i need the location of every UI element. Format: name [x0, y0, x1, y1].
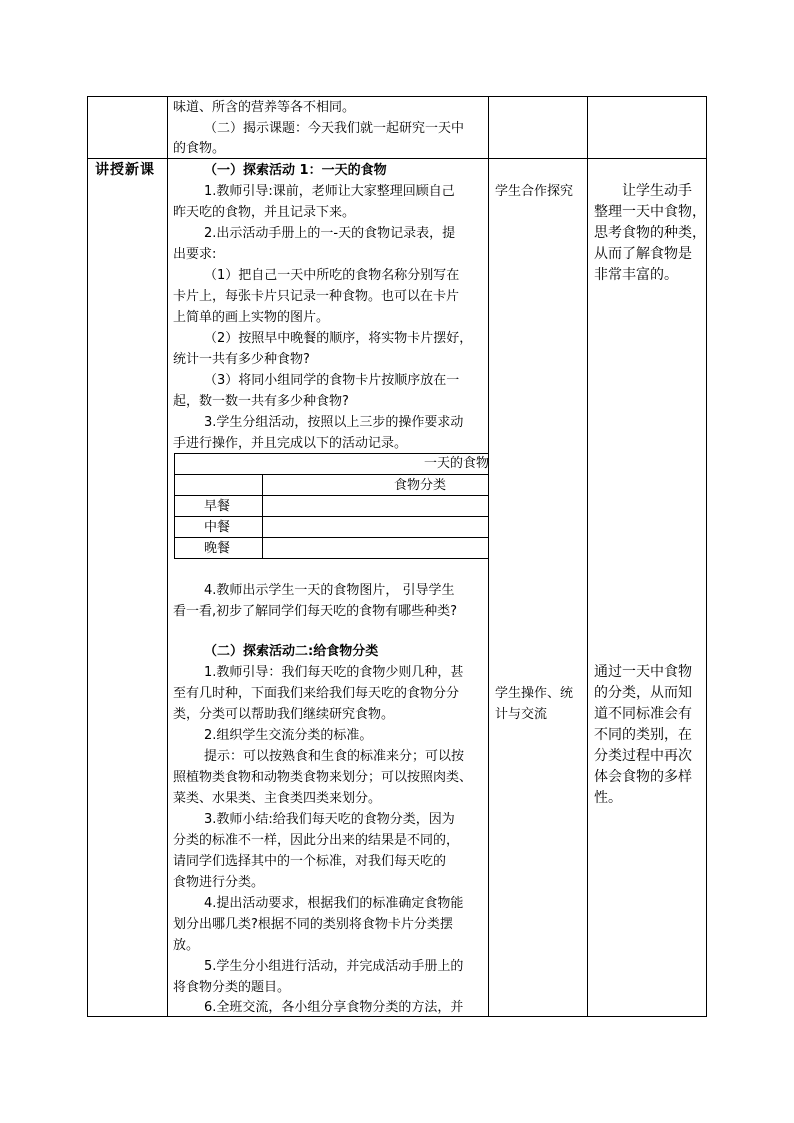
activity1-line: （1）把自己一天中所吃的食物名称分别写在 — [204, 268, 460, 283]
activity2-purpose-line: 性。 — [594, 790, 622, 806]
activity1-purpose-line: 让学生动手 — [622, 183, 692, 199]
activity2-line: 菜类、水果类、主食类四类来划分。 — [173, 791, 382, 806]
record-table-row-label: 晚餐 — [204, 541, 231, 556]
activity1-purpose-line: 思考食物的种类， — [594, 225, 706, 241]
record-table-row-label: 中餐 — [204, 520, 231, 535]
activity1-line: 卡片上，每张卡片只记录一种食物。也可以在卡片 — [173, 289, 460, 304]
activity1-line: 出要求: — [173, 247, 217, 262]
activity1-purpose-line: 非常丰富的。 — [594, 267, 678, 283]
intro-line-2: （二）揭示课题：今天我们就一起研究一天中 — [204, 121, 465, 136]
table-bottom-border — [87, 1016, 707, 1017]
activity2-line: 2.组织学生交流分类的标准。 — [204, 728, 373, 743]
intro-line-3: 的食物。 — [173, 141, 226, 156]
activity1-after-line: 看一看,初步了解同学们每天吃的食物有哪些种类? — [173, 604, 458, 619]
record-table-left — [174, 453, 175, 558]
record-table-title: 一天的食物 — [424, 456, 490, 471]
intro-line-1: 味道、所含的营养等各不相同。 — [173, 100, 356, 115]
activity1-method: 学生合作探究 — [495, 184, 574, 199]
activity1-line: （3）将同小组同学的食物卡片按顺序放在一 — [204, 373, 460, 388]
record-table-line — [174, 474, 488, 475]
activity1-purpose-line: 整理一天中食物， — [594, 204, 706, 220]
activity2-line: 请同学们选择其中的一个标准，对我们每天吃的 — [173, 854, 447, 869]
record-table-row-label: 早餐 — [204, 499, 231, 514]
table-left-border — [87, 96, 88, 1017]
record-table-col-header: 食物分类 — [394, 478, 447, 493]
table-right-border — [706, 96, 707, 1017]
activity2-method-line: 计与交流 — [495, 707, 548, 722]
activity2-line: 3.教师小结:给我们每天吃的食物分类，因为 — [204, 812, 455, 827]
activity2-line: 分类的标准不一样，因此分出来的结果是不同的， — [173, 833, 460, 848]
activity2-method-line: 学生操作、统 — [495, 686, 574, 701]
activity1-line: 手进行操作，并且完成以下的活动记录。 — [173, 436, 408, 451]
activity1-line: 统计一共有多少种食物? — [173, 352, 310, 367]
activity2-line: 放。 — [173, 938, 200, 953]
activity2-line: 4.提出活动要求，根据我们的标准确定食物能 — [204, 896, 464, 911]
activity2-purpose-line: 体会食物的多样 — [594, 769, 692, 785]
activity2-line: 类，分类可以帮助我们继续研究食物。 — [173, 707, 395, 722]
row-divider — [87, 158, 707, 159]
activity1-purpose-line: 从而了解食物是 — [594, 246, 692, 262]
record-table-line — [174, 495, 488, 496]
activity2-purpose-line: 不同的类别，在 — [594, 727, 692, 743]
record-table-line — [174, 516, 488, 517]
record-table-top — [174, 453, 488, 454]
activity1-line: 上简单的画上实物的图片。 — [173, 310, 330, 325]
activity2-line: 将食物分类的题目。 — [173, 980, 291, 995]
activity2-purpose-line: 通过一天中食物 — [594, 664, 692, 680]
activity2-purpose-line: 道不同标准会有 — [594, 706, 692, 722]
activity2-line: 6.全班交流，各小组分享食物分类的方法，并 — [204, 1000, 464, 1015]
record-table-line — [174, 537, 488, 538]
table-top-border — [87, 96, 707, 97]
activity2-line: 5.学生分小组进行活动，并完成活动手册上的 — [204, 959, 464, 974]
column-divider-2 — [488, 96, 489, 1017]
activity2-line: 提示：可以按熟食和生食的标准来分；可以按 — [204, 749, 465, 764]
activity2-line: 照植物类食物和动物类食物来划分；可以按照肉类、 — [173, 770, 473, 785]
activity1-after-line: 4.教师出示学生一天的食物图片， 引导学生 — [204, 583, 455, 598]
column-divider-3 — [587, 96, 588, 1017]
activity2-line: 至有几时种，下面我们来给我们每天吃的食物分分 — [173, 686, 460, 701]
row-label: 讲授新课 — [95, 162, 155, 178]
activity1-line: 起，数一数一共有多少种食物? — [173, 394, 349, 409]
activity1-heading: （一）探索活动 1：一天的食物 — [204, 163, 387, 178]
activity2-line: 1.教师引导：我们每天吃的食物少则几种，甚 — [204, 665, 464, 680]
column-divider-1 — [167, 96, 168, 1017]
activity2-line: 划分出哪几类?根据不同的类别将食物卡片分类摆 — [173, 917, 453, 932]
activity1-line: 昨天吃的食物，并且记录下来。 — [173, 205, 356, 220]
activity1-line: （2）按照早中晚餐的顺序，将实物卡片摆好， — [204, 331, 473, 346]
activity1-line: 1.教师引导:课前，老师让大家整理回顾自己 — [204, 184, 455, 199]
activity2-line: 食物进行分类。 — [173, 875, 265, 890]
activity2-purpose-line: 的分类，从而知 — [594, 685, 692, 701]
record-table-bottom — [174, 558, 488, 559]
activity2-heading: （二）探索活动二:给食物分类 — [204, 644, 379, 659]
activity2-purpose-line: 分类过程中再次 — [594, 748, 692, 764]
activity1-line: 2.出示活动手册上的一-天的食物记录表，提 — [204, 226, 456, 241]
activity1-line: 3.学生分组活动，按照以上三步的操作要求动 — [204, 415, 464, 430]
